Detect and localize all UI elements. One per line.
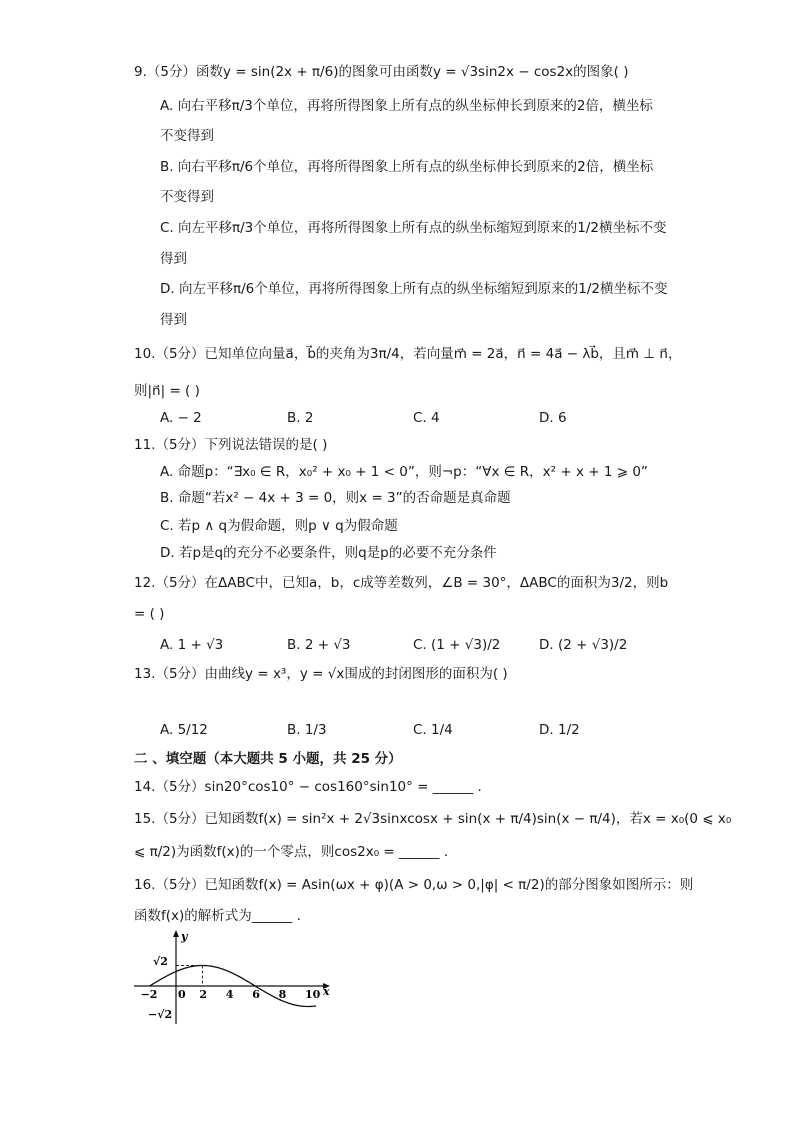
question-12-stem-line2: = ( ) xyxy=(134,606,165,622)
question-12-options xyxy=(0,636,794,654)
question-12-option-b: B. 2 + √3 xyxy=(287,637,351,653)
question-10-options xyxy=(0,409,794,427)
question-16-stem-line1: 16.（5分）已知函数f(x) = Asin(ωx + φ)(A > 0,ω > 0,|φ| < π/2)的部分图象如图所示：则 xyxy=(134,877,694,893)
question-9-stem: 9.（5分）函数y = sin(2x + π/6)的图象可由函数y = √3sin2x − cos2x的图象( ) xyxy=(134,64,629,80)
x-tick-label: −2 xyxy=(140,988,158,1001)
neg-sqrt2-label: −√2 xyxy=(148,1008,173,1021)
x-tick-labels xyxy=(141,988,321,1001)
question-9-option-a-line1: A. 向右平移π/3个单位，再将所得图象上所有点的纵坐标伸长到原来的2倍，横坐标 xyxy=(160,98,653,114)
question-10-option-c: C. 4 xyxy=(413,410,440,426)
section-fill-in-heading: 二 、填空题（本大题共 5 小题，共 25 分） xyxy=(134,751,402,767)
x-tick-label: 2 xyxy=(199,988,208,1001)
x-tick-label: 6 xyxy=(252,988,260,1001)
question-12-option-d: D. (2 + √3)/2 xyxy=(539,637,628,653)
question-9-option-d-line1: D. 向左平移π/6个单位，再将所得图象上所有点的纵坐标缩短到原来的1/2横坐标不变 xyxy=(160,281,668,297)
question-16-stem-line2: 函数f(x)的解析式为______ . xyxy=(134,908,301,924)
question-11-option-d: D. 若p是q的充分不必要条件，则q是p的必要不充分条件 xyxy=(160,545,497,561)
question-10-option-d: D. 6 xyxy=(539,410,567,426)
y-axis-arrow xyxy=(173,930,179,937)
y-axis-label: y xyxy=(181,930,188,943)
question-13-option-d: D. 1/2 xyxy=(539,722,580,738)
question-10-option-b: B. 2 xyxy=(287,410,314,426)
x-tick-label: 10 xyxy=(305,988,321,1001)
question-9-option-c-line2: 得到 xyxy=(160,251,187,267)
question-9-option-b-line1: B. 向右平移π/6个单位，再将所得图象上所有点的纵坐标伸长到原来的2倍，横坐标 xyxy=(160,159,654,175)
question-9-option-d-line2: 得到 xyxy=(160,312,187,328)
question-10-stem-line2: 则|n⃗| = ( ) xyxy=(134,383,200,399)
question-9-option-a-line2: 不变得到 xyxy=(160,128,214,144)
x-axis-label: x xyxy=(323,985,330,998)
sine-graph-figure xyxy=(130,928,340,1028)
question-13-option-a: A. 5/12 xyxy=(160,722,208,738)
origin-label: 0 xyxy=(178,988,186,1001)
question-12-option-c: C. (1 + √3)/2 xyxy=(413,637,501,653)
question-10-option-a: A. − 2 xyxy=(160,410,202,426)
question-14-stem: 14.（5分）sin20°cos10° − cos160°sin10° = ______ . xyxy=(134,779,482,795)
question-13-option-c: C. 1/4 xyxy=(413,722,453,738)
question-10-stem-line1: 10.（5分）已知单位向量a⃗，b⃗的夹角为3π/4，若向量m⃗ = 2a⃗，n⃗ = 4a⃗ − λb⃗，且m⃗ ⊥ n⃗， xyxy=(134,346,682,362)
question-9-option-c-line1: C. 向左平移π/3个单位，再将所得图象上所有点的纵坐标缩短到原来的1/2横坐标不变 xyxy=(160,220,667,236)
question-9-option-b-line2: 不变得到 xyxy=(160,189,214,205)
sqrt2-label: √2 xyxy=(153,955,168,968)
x-tick-label: 4 xyxy=(225,988,234,1001)
question-13-options xyxy=(0,721,794,739)
question-11-option-b: B. 命题“若x² − 4x + 3 = 0，则x = 3”的否命题是真命题 xyxy=(160,490,511,506)
question-11-option-c: C. 若p ∧ q为假命题，则p ∨ q为假命题 xyxy=(160,518,398,534)
question-15-stem-line1: 15.（5分）已知函数f(x) = sin²x + 2√3sinxcosx + sin(x + π/4)sin(x − π/4)，若x = x₀(0 ⩽ x₀ xyxy=(134,811,732,827)
question-11-option-a: A. 命题p：“∃x₀ ∈ R，x₀² + x₀ + 1 < 0”，则¬p：“∀x ∈ R，x² + x + 1 ⩾ 0” xyxy=(160,464,648,480)
question-11-stem: 11.（5分）下列说法错误的是( ) xyxy=(134,437,328,453)
question-13-stem: 13.（5分）由曲线y = x³，y = √x围成的封闭图形的面积为( ) xyxy=(134,666,508,682)
question-12-stem-line1: 12.（5分）在ΔABC中，已知a，b，c成等差数列，∠B = 30°，ΔABC的面积为3/2，则b xyxy=(134,575,669,591)
question-13-option-b: B. 1/3 xyxy=(287,722,327,738)
x-tick-label: 8 xyxy=(278,988,287,1001)
question-15-stem-line2: ⩽ π/2)为函数f(x)的一个零点，则cos2x₀ = ______ . xyxy=(134,844,449,860)
question-12-option-a: A. 1 + √3 xyxy=(160,637,224,653)
